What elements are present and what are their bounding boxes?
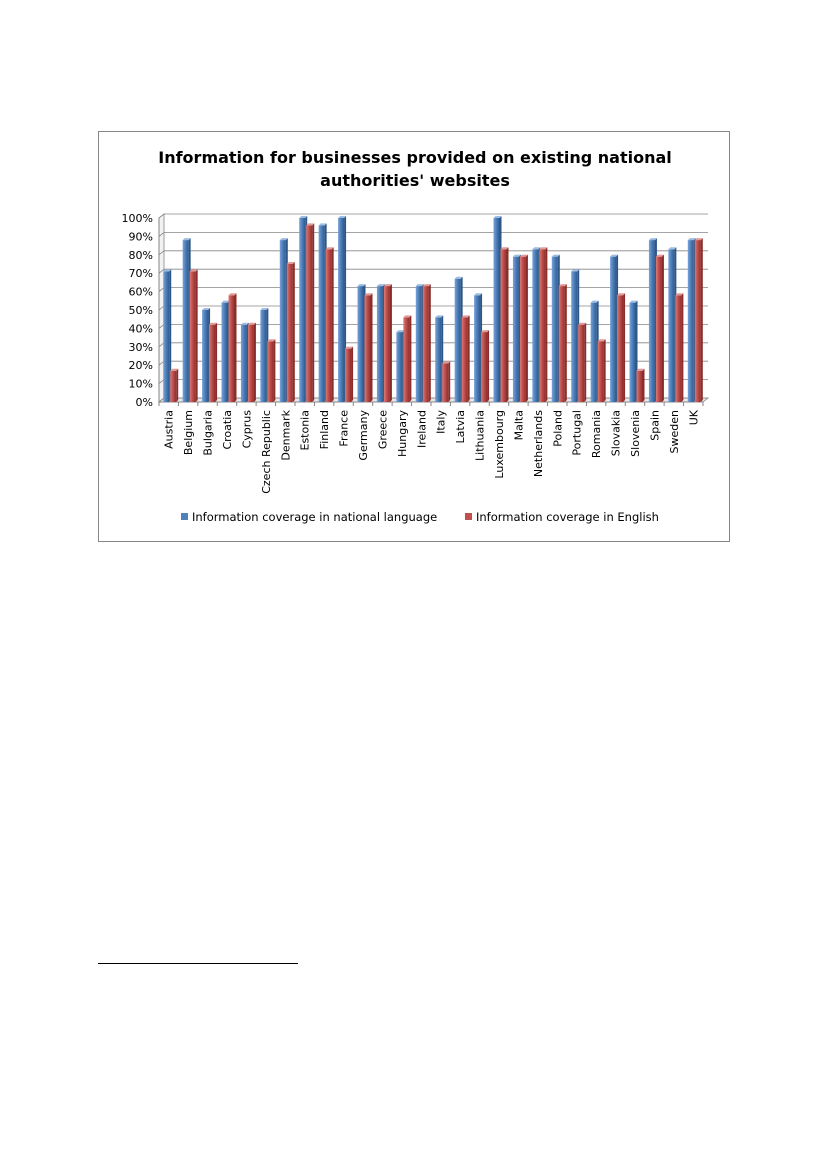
legend [181, 510, 659, 524]
y-tick-label: 60% [128, 285, 153, 299]
bar-national-ireland [416, 284, 424, 402]
bar-national-austria [163, 269, 171, 402]
bar-national-belgium [183, 238, 191, 402]
bar-national-romania [591, 301, 599, 402]
bar-national-france [338, 216, 346, 402]
x-tick-label: Portugal [570, 410, 584, 456]
x-tick-label: Latvia [454, 410, 468, 444]
x-tick-label: Czech Republic [259, 410, 273, 494]
bar-english-slovenia [637, 369, 645, 402]
bar-english-estonia [306, 223, 314, 402]
bar-national-greece [377, 284, 385, 402]
bar-national-luxembourg [494, 216, 502, 402]
y-tick-label: 10% [128, 377, 153, 391]
bar-english-germany [365, 293, 373, 402]
y-tick-label: 20% [128, 359, 153, 373]
bar-english-belgium [190, 269, 198, 402]
legend-swatch [181, 513, 188, 520]
legend-entry-national [181, 510, 437, 524]
y-tick-label: 30% [128, 340, 153, 354]
footnote-divider [98, 963, 298, 964]
bar-national-italy [435, 315, 443, 402]
bar-national-estonia [299, 216, 307, 402]
x-tick-label: Malta [512, 410, 526, 441]
bar-english-hungary [403, 315, 411, 402]
x-tick-label: Poland [551, 410, 565, 447]
chart-title-line-2: authorities' websites [320, 171, 510, 190]
bar-national-spain [649, 238, 657, 402]
x-tick-label: Spain [648, 410, 662, 441]
bar-english-lithuania [481, 330, 489, 402]
bar-national-lithuania [474, 293, 482, 402]
bar-english-croatia [229, 293, 237, 402]
x-tick-label: Estonia [298, 410, 312, 451]
bar-national-hungary [396, 330, 404, 402]
x-tick-label: Austria [162, 410, 176, 449]
x-tick-label: UK [687, 410, 701, 426]
bar-national-netherlands [532, 247, 540, 402]
x-tick-label: Belgium [182, 410, 196, 456]
y-tick-label: 40% [128, 322, 153, 336]
bar-english-czech-republic [267, 339, 275, 402]
x-tick-label: Denmark [279, 410, 293, 461]
bar-english-bulgaria [209, 323, 217, 402]
bar-english-france [345, 347, 353, 402]
bar-national-czech-republic [260, 308, 268, 402]
bar-english-portugal [578, 323, 586, 402]
chart-title-line-1: Information for businesses provided on existing national [158, 148, 672, 167]
bar-english-italy [442, 361, 450, 402]
y-tick-label: 70% [128, 267, 153, 281]
legend-entry-english [465, 510, 659, 524]
bar-national-portugal [571, 269, 579, 402]
bar-english-finland [326, 247, 334, 402]
x-tick-label: Luxembourg [493, 410, 506, 479]
bar-english-slovakia [617, 293, 625, 402]
x-tick-label: Sweden [667, 410, 681, 454]
legend-label: Information coverage in national language [192, 510, 438, 524]
bar-english-denmark [287, 262, 295, 402]
bar-national-bulgaria [202, 308, 210, 402]
legend-label: Information coverage in English [476, 510, 659, 524]
bar-english-ireland [423, 284, 431, 402]
x-tick-label: Netherlands [531, 410, 545, 478]
bar-english-austria [170, 369, 178, 402]
x-tick-label: Lithuania [473, 410, 487, 461]
plot-area [122, 212, 708, 494]
bar-national-slovenia [630, 301, 638, 402]
bar-national-uk [688, 238, 696, 402]
bar-english-netherlands [539, 247, 547, 402]
x-tick-label: Slovakia [609, 410, 623, 457]
x-tick-label: Croatia [221, 410, 234, 450]
x-tick-label: Greece [376, 410, 390, 450]
chart-frame [98, 131, 730, 542]
bar-english-luxembourg [501, 247, 509, 402]
bar-english-uk [695, 238, 703, 402]
y-tick-label: 100% [121, 212, 153, 225]
bar-national-sweden [668, 247, 676, 402]
x-tick-label: Germany [357, 410, 370, 461]
y-tick-label: 50% [128, 304, 153, 317]
bar-english-cyprus [248, 323, 256, 402]
bar-english-latvia [462, 315, 470, 402]
x-tick-label: Slovenia [629, 410, 642, 457]
bar-english-greece [384, 284, 392, 402]
x-tick-label: Cyprus [240, 410, 254, 449]
bar-national-poland [552, 255, 560, 402]
legend-swatch [465, 513, 472, 520]
x-tick-label: Italy [434, 410, 448, 434]
bar-english-malta [520, 255, 528, 402]
bar-chart [99, 132, 731, 543]
bar-national-croatia [222, 301, 230, 402]
x-tick-label: Ireland [415, 410, 429, 449]
bar-english-poland [559, 284, 567, 402]
bar-english-romania [598, 339, 606, 402]
y-tick-label: 0% [135, 396, 153, 409]
bar-english-spain [656, 255, 664, 402]
y-tick-label: 90% [128, 230, 153, 244]
y-tick-label: 80% [128, 248, 153, 262]
x-tick-label: France [337, 410, 351, 447]
bar-national-slovakia [610, 255, 618, 402]
x-tick-label: Hungary [395, 410, 409, 457]
x-tick-label: Romania [590, 409, 604, 459]
bar-national-finland [319, 223, 327, 402]
bar-national-denmark [280, 238, 288, 402]
bar-national-malta [513, 255, 521, 402]
bar-national-latvia [455, 277, 463, 402]
bar-english-sweden [675, 293, 683, 402]
x-tick-label: Finland [318, 410, 332, 450]
bar-national-cyprus [241, 323, 249, 402]
x-tick-label: Bulgaria [201, 410, 215, 456]
bar-national-germany [358, 284, 366, 402]
